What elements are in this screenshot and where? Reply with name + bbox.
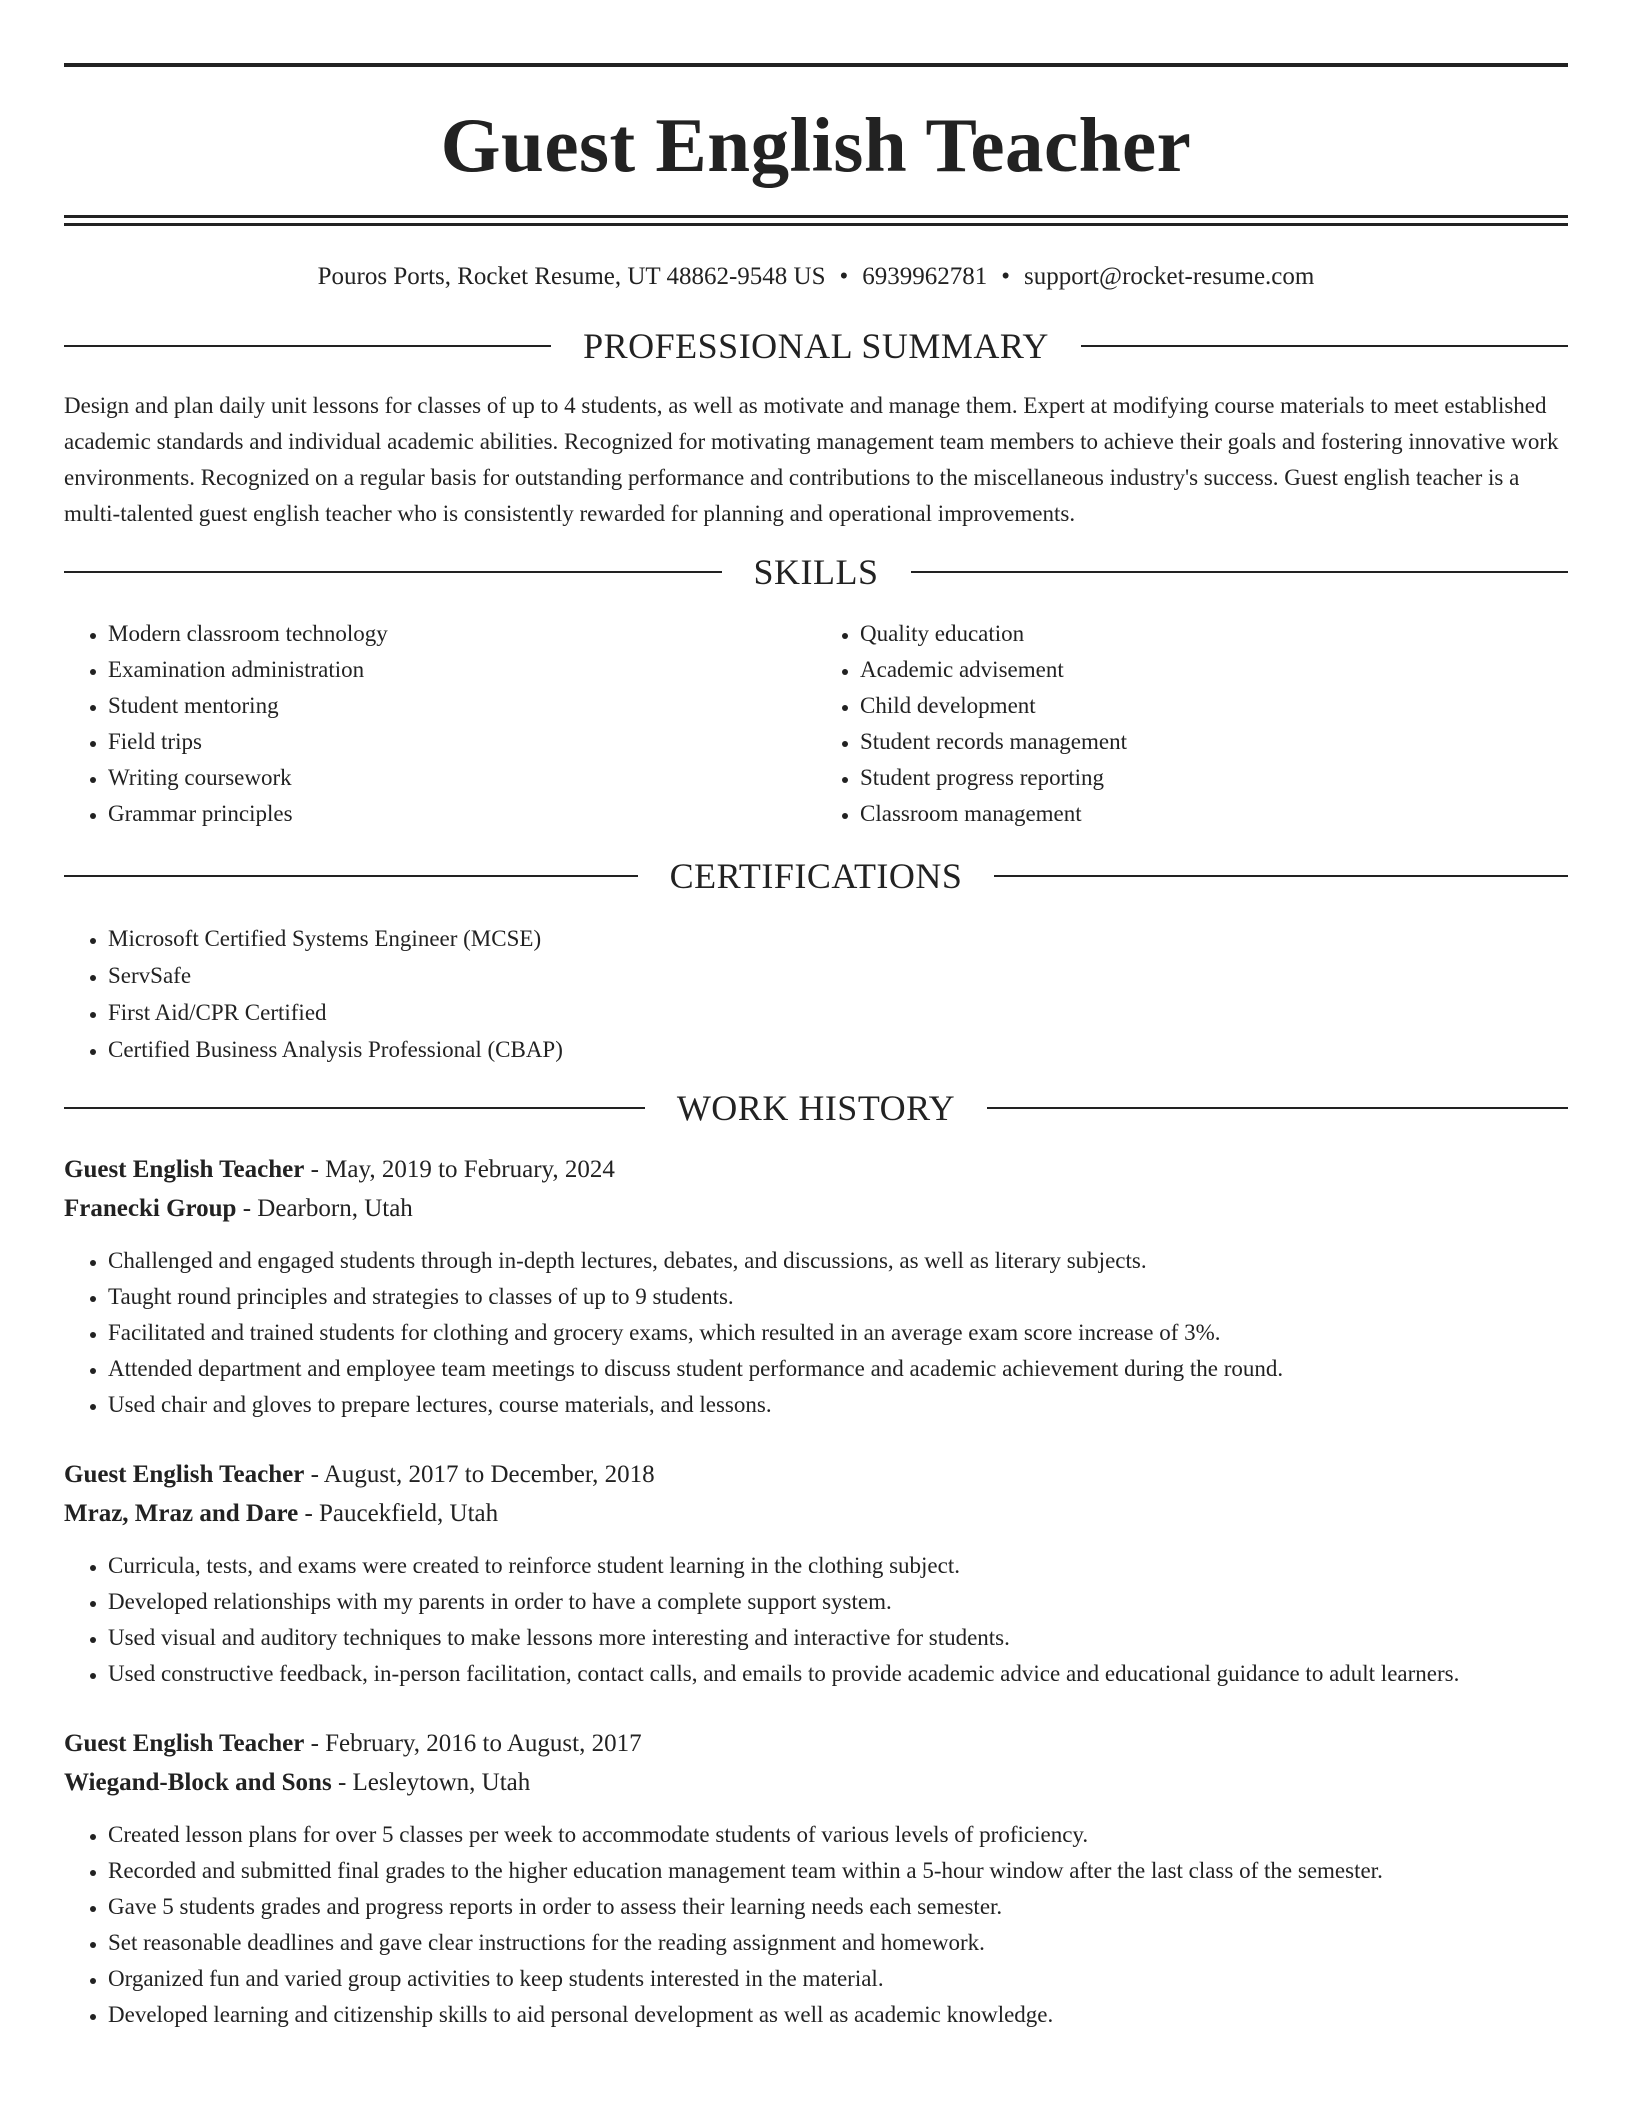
skill-item: • Academic advisement <box>860 652 1568 688</box>
job-bullets <box>64 1243 1568 1423</box>
job-title-line <box>64 1455 1568 1494</box>
certification-item: • Certified Business Analysis Professional (CBAP) <box>108 1031 1568 1068</box>
heading-rule-right <box>987 1107 1568 1109</box>
job-bullet: • Used constructive feedback, in-person facilitation, contact calls, and emails to provide academic advice and educational guidance to adult learners. <box>108 1656 1568 1692</box>
contact-separator: • <box>839 263 849 290</box>
skills-heading: SKILLS <box>753 552 879 592</box>
skill-item: • Child development <box>860 688 1568 724</box>
certification-item: • Microsoft Certified Systems Engineer (MCSE) <box>108 920 1568 957</box>
job-bullet: • Curricula, tests, and exams were created to reinforce student learning in the clothing subject. <box>108 1548 1568 1584</box>
work-heading-row <box>64 1080 1568 1136</box>
heading-rule-left <box>64 1107 645 1109</box>
skills-heading-row <box>64 544 1568 600</box>
job-location: - Dearborn, Utah <box>236 1195 413 1222</box>
skill-item: • Field trips <box>108 724 816 760</box>
job-bullet: • Developed learning and citizenship skills to aid personal development as well as academic knowledge. <box>108 1997 1568 2033</box>
job-dates: - August, 2017 to December, 2018 <box>304 1461 655 1488</box>
job-company: Wiegand-Block and Sons <box>64 1769 332 1796</box>
job-bullet: • Facilitated and trained students for clothing and grocery exams, which resulted in an average exam score increase of 3%. <box>108 1315 1568 1351</box>
summary-heading: PROFESSIONAL SUMMARY <box>583 326 1049 366</box>
title-double-rule <box>64 215 1568 226</box>
job-company: Mraz, Mraz and Dare <box>64 1500 299 1527</box>
job-bullet: • Used visual and auditory techniques to make lessons more interesting and interactive for students. <box>108 1620 1568 1656</box>
job-title-line <box>64 1150 1568 1189</box>
job-bullet: • Organized fun and varied group activities to keep students interested in the material. <box>108 1961 1568 1997</box>
skill-item: • Examination administration <box>108 652 816 688</box>
skill-item: • Quality education <box>860 616 1568 652</box>
job-location: - Paucekfield, Utah <box>298 1500 499 1527</box>
contact-phone: 6939962781 <box>862 263 988 290</box>
job-company-line <box>64 1494 1568 1533</box>
skill-item: • Student records management <box>860 724 1568 760</box>
job-entry <box>64 1724 1568 2033</box>
contact-separator: • <box>1001 263 1011 290</box>
job-bullet: • Attended department and employee team meetings to discuss student performance and academic achievement during the round. <box>108 1351 1568 1387</box>
contact-email: support@rocket-resume.com <box>1024 263 1315 290</box>
job-title: Guest English Teacher <box>64 1156 305 1183</box>
job-bullet: • Recorded and submitted final grades to the higher education management team within a 5-hour window after the last class of the semester. <box>108 1853 1568 1889</box>
job-bullet: • Used chair and gloves to prepare lectures, course materials, and lessons. <box>108 1387 1568 1423</box>
certification-item: • ServSafe <box>108 957 1568 994</box>
skill-item: • Student mentoring <box>108 688 816 724</box>
heading-rule-left <box>64 875 638 877</box>
skills-right-list <box>816 616 1568 832</box>
job-bullet: • Gave 5 students grades and progress reports in order to assess their learning needs each semester. <box>108 1889 1568 1925</box>
heading-rule-right <box>911 571 1569 573</box>
job-title: Guest English Teacher <box>64 1461 305 1488</box>
skills-left-list <box>64 616 816 832</box>
job-company: Franecki Group <box>64 1195 237 1222</box>
skills-columns <box>64 616 1568 832</box>
heading-rule-right <box>1081 345 1568 347</box>
heading-rule-left <box>64 571 722 573</box>
job-bullet: • Challenged and engaged students through in-depth lectures, debates, and discussions, as well as literary subjects. <box>108 1243 1568 1279</box>
resume-title: Guest English Teacher <box>440 102 1192 188</box>
skill-item: • Classroom management <box>860 796 1568 832</box>
skill-item: • Writing coursework <box>108 760 816 796</box>
job-bullet: • Taught round principles and strategies to classes of up to 9 students. <box>108 1279 1568 1315</box>
job-entry <box>64 1455 1568 1692</box>
job-bullets <box>64 1548 1568 1692</box>
heading-rule-left <box>64 345 551 347</box>
job-bullets <box>64 1817 1568 2033</box>
job-location: - Lesleytown, Utah <box>331 1769 531 1796</box>
skill-item: • Student progress reporting <box>860 760 1568 796</box>
contact-address: Pouros Ports, Rocket Resume, UT 48862-9548 US <box>317 263 826 290</box>
work-heading: WORK HISTORY <box>676 1088 956 1128</box>
job-bullet: • Set reasonable deadlines and gave clear instructions for the reading assignment and homework. <box>108 1925 1568 1961</box>
summary-heading-row <box>64 318 1568 374</box>
skill-item: • Modern classroom technology <box>108 616 816 652</box>
job-dates: - May, 2019 to February, 2024 <box>304 1156 615 1183</box>
certification-item: • First Aid/CPR Certified <box>108 994 1568 1031</box>
job-entry <box>64 1150 1568 1423</box>
certifications-heading: CERTIFICATIONS <box>669 856 963 896</box>
job-dates: - February, 2016 to August, 2017 <box>304 1730 642 1757</box>
skill-item: • Grammar principles <box>108 796 816 832</box>
certifications-list <box>64 920 1568 1068</box>
job-bullet: • Created lesson plans for over 5 classes per week to accommodate students of various levels of proficiency. <box>108 1817 1568 1853</box>
resume-page <box>64 63 1568 2033</box>
contact-line <box>64 262 1568 292</box>
heading-rule-right <box>994 875 1568 877</box>
job-title-line <box>64 1724 1568 1763</box>
job-title: Guest English Teacher <box>64 1730 305 1757</box>
job-company-line <box>64 1763 1568 1802</box>
job-bullet: • Developed relationships with my parents in order to have a complete support system. <box>108 1584 1568 1620</box>
top-rule <box>64 63 1568 67</box>
job-company-line <box>64 1189 1568 1228</box>
certifications-heading-row <box>64 848 1568 904</box>
summary-text: Design and plan daily unit lessons for classes of up to 4 students, as well as motivate and manage them. Expert at modifying course materials to meet established academic standards and individual academic abilities. Recognized for motivating management team members to achieve their goals and fostering innovative work environments. Recognized on a regular basis for outstanding performance and contributions to the miscellaneous industry's success. Guest english teacher is a multi-talented guest english teacher who is consistently rewarded for planning and operational improvements. <box>64 393 1559 526</box>
